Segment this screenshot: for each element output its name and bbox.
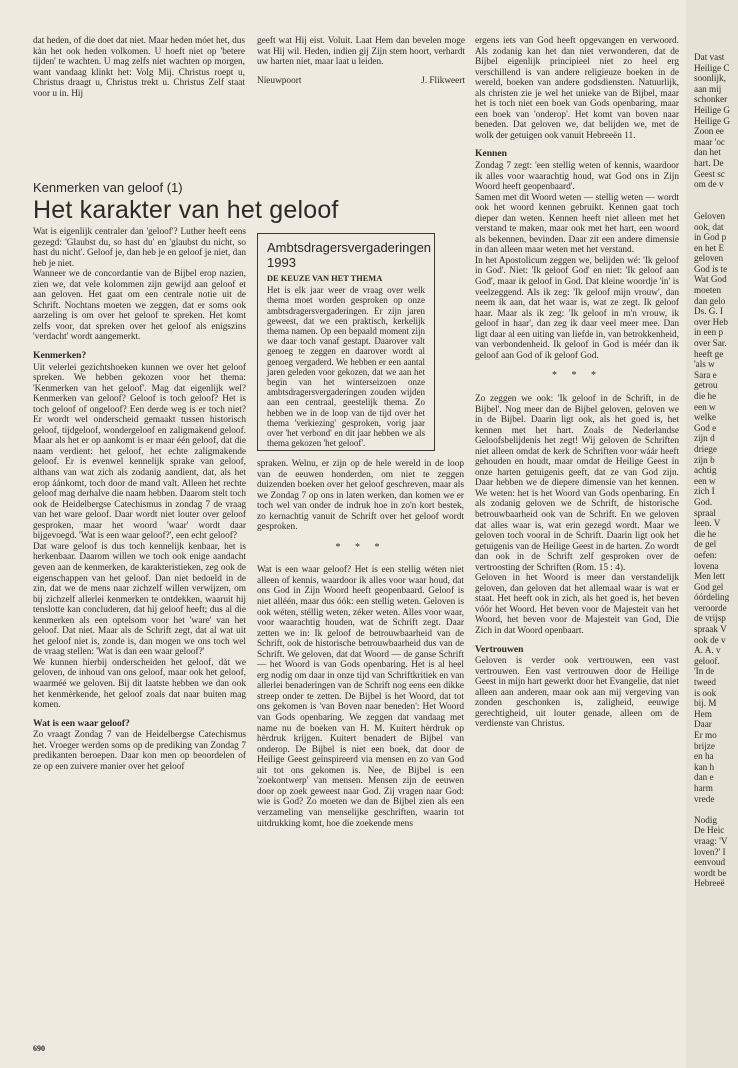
next-page-line: dan gelo <box>694 295 726 306</box>
next-page-line: bij. M <box>694 698 717 709</box>
next-page-line: vraag: 'V <box>694 835 728 846</box>
next-page-line: zijn b <box>694 454 715 465</box>
page-number: 690 <box>33 1044 45 1053</box>
kennen-paragraph-2: Samen met dit Woord weten — stellig weten — wordt ook het woord kennen gebruikt. Kennen gaat toch dieper dan weten. Kennen heeft niet alleen met het verstand te maken, maar ook met het hart, een woord als bekennen, bevinden. Daar zit een andere dimensie in dan alleen maar weten met het verstand. <box>475 192 679 256</box>
next-page-line: A. A. v <box>694 645 721 656</box>
next-page-line: De Heic <box>694 825 725 836</box>
signature <box>257 76 465 87</box>
next-page-line: Heilige G <box>694 104 730 115</box>
next-page-line: aan mij <box>694 83 722 94</box>
next-page-line: Geloven <box>694 210 726 221</box>
box-body: Het is elk jaar weer de vraag over welk thema moet worden gesproken op onze ambtsdragersvergaderingen. Er zijn jaren geweest, dat we een praktisch, kerkelijk thema namen. Op een bepaald moment zijn we daar toch vanaf gestapt. Daarover valt genoeg te zeggen en daarover wordt al genoeg vergaderd. We hebben er een aantal jaren geleden voor gekozen, dat we aan het begin van het winterseizoen onze ambtsdragersvergaderingen zouden wijden aan een centraal, geestelijk thema. Zo hebben we in de loop van de tijd over het thema 'verkiezing' gesproken, vorig jaar over 'het verbond' en dit jaar hebben we als thema gekozen 'het geloof'. <box>267 285 425 449</box>
next-page-line: de gel <box>694 539 717 550</box>
column-2-top <box>257 36 465 106</box>
next-page-line: in God p <box>694 232 727 243</box>
next-page-line: geloof. <box>694 655 720 666</box>
next-page-line: Daar <box>694 719 712 730</box>
next-page-line: oefen: <box>694 549 717 560</box>
sidebar-box <box>257 233 435 451</box>
box-subtitle: DE KEUZE VAN HET THEMA <box>267 274 383 283</box>
vertrouwen-paragraph-1: Geloven is verder ook vertrouwen, een vast vertrouwen. Een vast vertrouwen door de Heilige Geest in mijn hart gewerkt door het Evangelie, dat niet alleen aan anderen, maar ook aan mij vergeving van zonden geschonken is, zaligheid, eeuwige gerechtigheid, uit louter genade, alleen om de verdienste van Christus. <box>475 656 679 730</box>
next-page-line: is ook <box>694 687 717 698</box>
column-1 <box>33 227 246 1037</box>
next-page-text <box>694 52 738 889</box>
next-page-line: soonlijk, <box>694 73 726 84</box>
kennen-paragraph-1: Zondag 7 zegt: 'een stellig weten of kennis, waardoor ik alles voor waarachtig houd, wat God ons in Zijn Woord heeft geopenbaard'. <box>475 161 679 193</box>
col3-paragraph-3: Geloven in het Woord is meer dan verstandelijk geloven, dan geloven dat het allemaal waar is wat er staat. Het heeft ook in zich, als het goed is, het beven vóór het Woord. Het beven voor de Majesteit van het Woord, het beven voor de Majesteit van God, Die Zich in dat Woord openbaart. <box>475 573 679 636</box>
next-page-line: over Sar. <box>694 338 727 349</box>
col2-paragraph-2: Wat is een waar geloof? Het is een stellig wéten niet alleen of kennis, waardoor ik alles voor waar houd, dat ons God in Zijn Woord heeft geopenbaard. Geloof is niet alléén, maar dus óók: een stellig weten. Geloven is ook wéten, stéllig weten, zéker weten. Alles voor waar, voor waarachtig houden, wat de Schrift zegt. Daar zetten we in: Ik geloof de betrouwbaarheid van de Schrift, ook de historische betrouwbaarheid dus van de Schrift. We geloven, dat dat Woord — de ganse Schrift — het Woord is van Gods openbaring. Het is al heel erg nodig om daar in onze tijd van Schriftkritiek en van allerlei benaderingen van de Schrift nog eens een dikke streep onder te zetten. De Bijbel is het Woord, dat tot ons gekomen is 'van Boven naar beneden': Het Woord van Gods openbaring. We zeggen dat vandaag met name nu de boeken van H. M. Kuitert hèrdruk op hèrdruk krijgen. Kuitert benadert de Bijbel van onderop. De Bijbel is niet een boek, dat door de Heilige Geest geïnspireerd via mensen en zo van God uit tot ons gekomen is. Nee, de Bijbel is een 'zoekontwerp' van mensen. Mensen zijn de eeuwen door op zoek geweest naar God. Zij vragen naar God: wie is God? Zo moeten we dan de Bijbel zien als een verzameling van menselijke geschriften, waarin tot uitdrukking komt, hoe die zoekende mens <box>257 565 464 829</box>
next-page-line: en het E <box>694 242 725 253</box>
intro-paragraph-2: Wanneer we de concordantie van de Bijbel erop nazien, zien we, dat vele kolommen zijn gewijd aan geloof et aan geloven. Het gaat om een centrale notie uit de Schrift. Nochtans moeten we zeggen, dat er soms ook aarzeling is om over het geloof te spreken. Het komt zelfs voor, dat spreken over het geloof als enigszins 'verdacht' wordt aangemerkt. <box>33 269 246 343</box>
next-page-line <box>694 200 738 211</box>
next-page-line: tweed <box>694 677 716 688</box>
next-page-line: Heilige G <box>694 115 730 126</box>
next-page-line: zich I <box>694 486 715 497</box>
next-page-line: 'als w <box>694 359 715 370</box>
next-page-line: kan h <box>694 761 715 772</box>
col3-paragraph-2: Zo zeggen we ook: 'Ik geloof in de Schrift, in de Bijbel'. Nog meer dan de Bijbel geloven, geloven we in de Bijbel. Daarin ligt ook, als het goed is, het kennen met het hart. Zoals de Nederlandse Geloofsbelijdenis het zegt! Wij geloven de Schriften niet alleen omdat de kerk de Schriften voor wáár heeft gehouden en houdt, maar omdat de Heilige Geest in onze harten getuigenis geeft, dat ze van God zijn. Daar hebben we de diepere dimensie van het kennen. We weten: het is het Woord van Gods openbaring. En als zodanig geloven we de Schrift, de historische betrouwbaarheid ook van de Schrift. En we geloven dat alles waar is, wat erin gezegd wordt. Maar we geloven toch vooral in de Schrift. Daarin ligt ook het getuigenis van de Heilige Geest in de harten. Zo wordt dan ook in de Schrift zelf gesproken over de vertroosting der Schriften (Rom. 15 : 4). <box>475 393 679 573</box>
next-page-line: welke <box>694 412 716 423</box>
section-divider: * * * <box>335 541 386 553</box>
next-page-line: moeten <box>694 285 722 296</box>
next-page-edge <box>686 0 738 1068</box>
column-1-top <box>33 36 245 98</box>
next-page-line <box>694 804 738 815</box>
next-page-line: over Heb <box>694 316 728 327</box>
next-page-line: wordt be <box>694 867 727 878</box>
next-page-line: die he <box>694 528 717 539</box>
kenmerken-paragraph-3: We kunnen hierbij onderscheiden het geloof, dàt we geloven, de inhoud van ons geloof, maar ook het geloof, waarméé we geloven. Bij dit laatste hebben we dan ook het kenmèrkende, het geloof zoals dat naar buiten mag komen. <box>33 657 246 711</box>
subheading-waar-geloof: Wat is een waar geloof? <box>33 717 130 729</box>
next-page-line: God gel <box>694 581 724 592</box>
section-divider-2: * * * <box>552 370 602 382</box>
next-page-line: Men lett <box>694 571 725 582</box>
next-page-line: dan het <box>694 147 721 158</box>
next-page-line: Er mo <box>694 730 717 740</box>
next-page-line <box>694 190 738 201</box>
signature-name: J. Flikweert <box>421 75 465 86</box>
next-page-line: Hem <box>694 708 712 719</box>
next-page-line: die he <box>694 391 717 401</box>
next-page-line: geloven <box>694 253 724 264</box>
next-page-line: maar 'oc <box>694 136 725 147</box>
next-page-line: loven?' I <box>694 846 726 857</box>
next-page-line: vrede <box>694 793 715 804</box>
next-page-line: God. <box>694 496 713 507</box>
next-page-line: en ha <box>694 751 714 762</box>
col2-paragraph-1: spraken. Welnu, er zijn op de hele wereld in de loop van de eeuwen honderden, om niet te zeggen duizenden boeken over het geloof geschreven, maar als we Zondag 7 op ons in laten werken, dan komen we er toch wel van onder de indruk hoe in zo'n kort bestek, zo kernachtig vanuit de Schrift over het geloof wordt gesproken. <box>257 459 464 533</box>
kenmerken-paragraph-1: Uit velerlei gezichtshoeken kunnen we over het geloof spreken. We hebben gekozen voor het thema: 'Kenmerken van het geloof'. Mag dat eigenlijk wel? Kenmerken van geloof? Geloof is toch geloof? Het is toch geloof of ongeloof? Een derde weg is er toch niet? Er wordt wel onderscheid gemaakt tussen historisch geloof, tijdgeloof, wondergeloof en zaligmakend geloof. Maar als het er op aankomt is er maar één geloof, dat die naam verdient: het geloof, het echte zaligmakende geloof. Er is evenwel kennelijk sprake van geloof, althans van wat zich als zodanig aandient, dat, als het erop áánkomt, toch door de mand valt. Alleen het rechte geloof mag derhalve die naam hebben. Daarom stelt toch ook de Heidelbergse Catechismus in zondag 7 de vraag van het ware geloof. Daar wordt niet louter over geloof gesproken, maar het woord 'waar' wordt daar bijgevoegd. 'Wat is een waar geloof?', een echt geloof? <box>33 362 246 542</box>
box-title: Ambtsdragersvergaderingen 1993 <box>267 240 432 270</box>
next-page-line: harm <box>694 782 713 793</box>
next-page-line: Sara e <box>694 369 717 380</box>
next-page-line: God e <box>694 422 717 433</box>
next-page-line: Heilige C <box>694 62 730 73</box>
signature-place: Nieuwpoort <box>257 75 302 86</box>
col3-paragraph-1: ergens iets van God heeft opgevangen en verwoord. Als zodanig kan het dan niet verwonderen, dat de Bijbel eigenlijk principieel niet zo heel erg verschillend is van andere religieuze boeken in de wereld, boeken van andere godsdiensten. Natuurlijk, als christen zie je wel het unieke van de Bijbel, maar het is toch niet een boek van Gods openbaring, maar een boek van 'onderop'. Het komt van boven naar beneden. Dat geloven we, dat belijden we, met de wolk der getuigen ook vanuit Hebreeën 11. <box>475 36 679 141</box>
kenmerken-paragraph-2: Dat ware geloof is dus toch kennelijk kenbaar, het is herkenbaar. Daarom willen we toch ook enige aandacht geven aan de kenmerken, de karakteristieken, zeg ook de eigenschappen van het geloof. Dan niet bedoeld in de zin, dat we de mens naar zichzelf willen verwijzen, om bij zichzelf allerlei kenmerken te ontdekken, waaruit hij tenslotte kan concluderen, dat hij geloof heeft; dus al die kenmerken als een optelsom voor het 'ware' van het geloof. Dat niet. Maar als de Schrift zegt, dat al wat uit het geloof niet is, zonde is, dan mogen we ons toch wel de vraag stellen: 'Wat is dan een waar geloof?' <box>33 541 246 658</box>
next-page-line: ook de v <box>694 634 726 645</box>
col2-top-text: geeft wat Hij eist. Voluit. Laat Hem dan bevelen moge wat Hij wil. Heden, indien gij Zijn stem hoort, verhardt uw harten niet, maar laat u leiden. <box>257 36 465 68</box>
next-page-line: Nodig <box>694 814 717 825</box>
waar-paragraph-1: Zo vraagt Zondag 7 van de Heidelbergse Catechismus het. Vroeger werden soms op de prediking van Zondag 7 predikanten beroepen. Daar kon men op beoordelen of ze op een zuivere manier over het geloof <box>33 730 246 772</box>
subheading-vertrouwen: Vertrouwen <box>475 643 524 655</box>
next-page-line: Ds. G. I <box>694 306 724 317</box>
next-page-line: dan e <box>694 772 714 783</box>
intro-paragraph-1: Wat is eigenlijk centraler dan 'geloof'? Luther heeft eens gezegd: 'Glaubst du, so hast du' en 'glaubst du nicht, so hast du nicht'. Geloof je, dan heb je en geloof je niet, dan heb je niet. <box>33 227 246 269</box>
column-2 <box>257 459 464 1039</box>
next-page-line: schonker <box>694 94 728 105</box>
next-page-line: een w <box>694 401 716 412</box>
next-page-line: om de v <box>694 179 724 190</box>
next-page-line: in een p <box>694 327 724 338</box>
next-page-line: Hebreeë <box>694 878 725 889</box>
next-page-line: Dat vast <box>694 52 725 62</box>
next-page-line: lovena <box>694 560 719 571</box>
next-page-line: veroorde <box>694 602 727 613</box>
next-page-line: driege <box>694 443 717 454</box>
next-page-line: brijze <box>694 740 715 751</box>
next-page-line: Geest sc <box>694 168 725 179</box>
next-page-line: Wat God <box>694 274 727 285</box>
subheading-kenmerken: Kenmerken? <box>33 350 87 362</box>
col1-top-text: dat heden, of die doet dat niet. Maar heden móet het, dus kàn het ook heden volkomen. U hoeft niet op 'betere tijden' te wachten. U mag zelfs niet wachten op morgen, want vandaag klinkt het: Volg Mij. Christus roept u, Christus draagt u, Christus trekt u. Christus Zelf staat voor u in. Hij <box>33 36 245 98</box>
next-page-line: zijn d <box>694 433 715 444</box>
next-page-line: spraal <box>694 507 716 518</box>
column-3 <box>475 36 679 1036</box>
next-page-line: 'In de <box>694 666 715 677</box>
next-page-line: getrou <box>694 380 718 391</box>
next-page-line: leen. V <box>694 518 721 529</box>
next-page-line: hart. De <box>694 157 724 168</box>
next-page-line: Zoon ee <box>694 126 724 137</box>
kennen-paragraph-3: In het Apostolicum zeggen we, belijden wé: 'Ik geloof in God'. Niet: 'Ik geloof God' en niet: 'Ik geloof aan God', maar ik geloof in God. Dat kleine woordje 'in' is veelzeggend. Als ik zeg: 'Ik geloof mijn vrouw', dan neem ik aan, dat het waar is, wat ze zegt. Ik geloof haar. Maar als ik zeg: 'Ik geloof in m'n vrouw, ik geloof in haar', dan zeg ik daar veel meer mee. Dan ligt daar al een uiting van liefde in, van betrokkenheid, van verbondenheid. Ik geloof in God is méér dan ik geloof aan God of ik geloof God. <box>475 255 679 361</box>
subheading-kennen: Kennen <box>475 148 507 160</box>
next-page-line: spraak V <box>694 624 727 635</box>
next-page-line: de vrijsp <box>694 613 726 624</box>
next-page-line: achtig <box>694 465 717 476</box>
next-page-line: een w <box>694 475 716 486</box>
article-headline: Het karakter van het geloof <box>33 196 339 224</box>
series-kicker: Kenmerken van geloof (1) <box>33 180 183 195</box>
next-page-line: óórdeling <box>694 592 730 603</box>
next-page-line: heeft ge <box>694 348 724 359</box>
next-page-line: God is te <box>694 263 728 274</box>
next-page-line: ook, dat <box>694 221 724 232</box>
next-page-line: eenvoud <box>694 857 726 868</box>
